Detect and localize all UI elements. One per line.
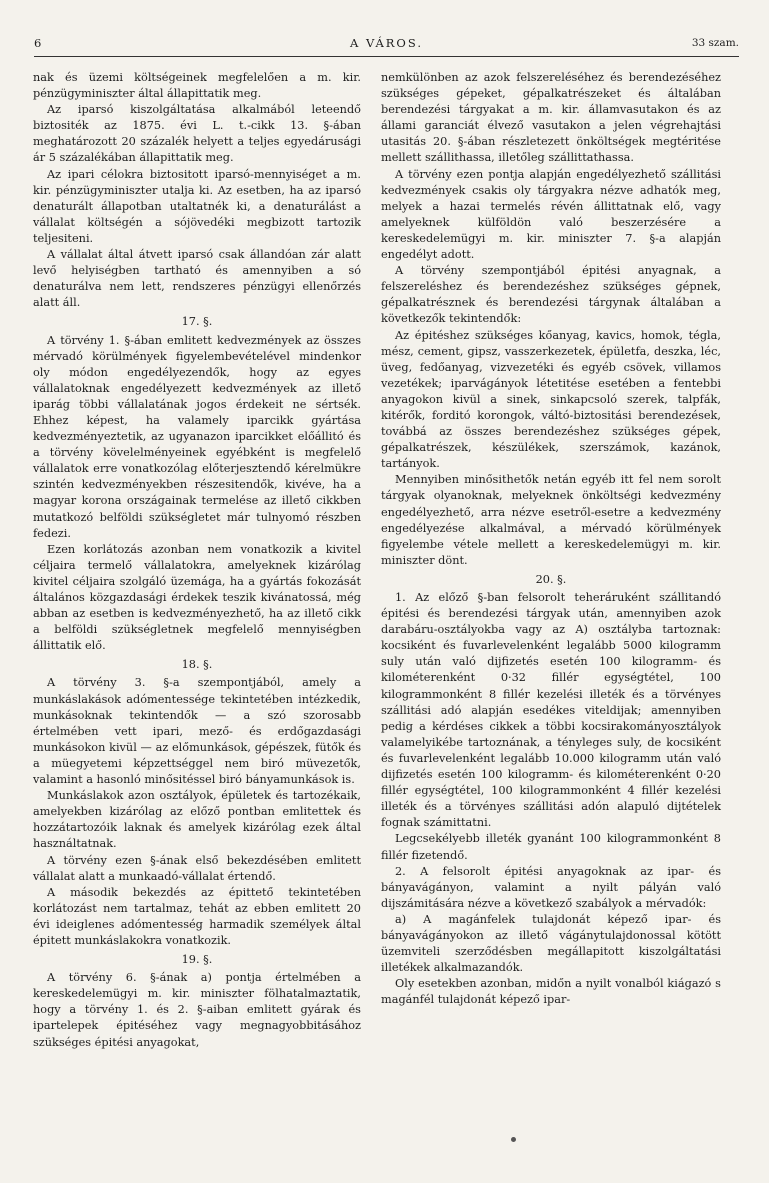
paragraph: A törvény 6. §-ának a) pontja értelmében a kereskedelemügyi m. kir. miniszter fölhatalmaztatik, hogy a törvény 1. és 2. §-aiban emlitett gyárak és ipartelepek épitéséhez vagy megnagyobbitásához szükséges épitési anyagokat, — [33, 971, 361, 1049]
paragraph: A törvény szempontjából épitési anyagnak, a felszereléshez és berendezéshez szükséges gépnek, gépalkatrésznek és berendezési tárgynak általában a következők tekintendők: — [381, 264, 721, 326]
paragraph: nak és üzemi költségeinek megfelelően a m. kir. pénzügyminiszter által állapittatik meg. — [33, 71, 361, 101]
paragraph: A vállalat által átvett iparsó csak állandóan zár alatt levő helyiségben tartható és amennyiben a só denaturálva nem lett, rendszeres pénzügyi ellenőrzés alatt áll. — [33, 248, 361, 310]
paragraph: a) A magánfelek tulajdonát képező ipar- és bányavágányokon az illető vágánytulajdonossal kötött üzemviteli szerződésben megállapitott kiszolgáltatási illetékek alkalmazandók. — [381, 912, 721, 975]
paragraph: Ezen korlátozás azonban nem vonatkozik a kivitel céljaira termelő vállalatokra, amelyeknek kizárólag kivitel céljaira szolgáló üzemága, ha a gyártás fokozását általános közgazdasági érdekek teszik kivánatossá, még abban az esetben is kedvezményezhető, ha az illető cikk a belföldi szükségletnek megfelelő mennyiségben állittatik elő. — [33, 542, 361, 653]
page-header — [34, 34, 739, 57]
section-heading: 18. §. — [181, 658, 213, 672]
paragraph: Oly esetekben azonban, midőn a nyilt vonalból kiágazó s magánfél tulajdonát képező ipar- — [381, 977, 721, 1007]
journal-title: A VÁROS. — [349, 36, 423, 50]
paragraph: A törvény ezen §-ának első bekezdésében emlitett vállalat alatt a munkaadó-vállalat értendő. — [33, 853, 361, 883]
paragraph: Mennyiben minősithetők netán egyéb itt fel nem sorolt tárgyak olyanoknak, melyeknek önköltségi kedvezmény engedélyezhető, arra nézve esetről-esetre a kedvezmény engedélyezése alkalmával, a mérvadó körülmények figyelembe vétele mellett a kereskedelemügyi m. kir. miniszter dönt. — [381, 473, 721, 567]
left-column — [33, 70, 361, 1051]
issue-number: 33 szam. — [691, 37, 739, 49]
section-heading: 20. §. — [535, 572, 567, 586]
paragraph: A törvény 3. §-a szempontjából, amely a munkáslakások adómentessége tekintetében intézkedik, munkásoknak tekintendők — a szó szorosabb értelmében vett ipari, mező- és erdőgazdasági munkásokon kivül — az előmunkások, gépészek, fütők és a müegyetemi képzettséggel nem biró müvezetők, valamint a hasonló minősitéssel biró bányamunkások is. — [33, 676, 361, 787]
paragraph: 2. A felsorolt épitési anyagoknak az ipar- és bányavágányon, valamint a nyilt pályán való dijszámitására nézve a következő szabályok a mérvadók: — [381, 864, 721, 910]
paragraph: A törvény 1. §-ában emlitett kedvezmények az összes mérvadó körülmények figyelembevételével mindenkor oly módon engedélyezendők, hogy az egyes vállalatoknak engedélyezett kedvezmények az illető iparág többi vállalatának jogos érdekeit ne sértsék. Ehhez képest, ha valamely iparcikk gyártása kedvezményeztetik, az ugyanazon iparcikket előállitó és a törvény kövelelményeinek egyébként is megfelelő vállalatok erre vonatkozólag előterjesztendő kérelmükre szintén kedvezményekben részesitendők, kivéve, ha a magyar korona országainak termelése az illető cikkben mutatkozó belföldi szükségletet már tulnyomó részben fedezi. — [33, 333, 361, 540]
paragraph: Az épitéshez szükséges kőanyag, kavics, homok, tégla, mész, cement, gipsz, vasszerkezetek, épületfa, deszka, léc, üveg, fedőanyag, vizvezetéki és egyéb csövek, villamos vezetékek; iparvágányok létetitése esetében a fentebbi anyagokon kivül a sinek, sinkapcsoló szerek, talpfák, kitérők, forditó korongok, váltó-biztositási berendezések, továbbá az összes berendezéshez szükséges gépek, gépalkatrészek, készülékek, szerszámok, kazánok, tartányok. — [381, 328, 721, 471]
right-column — [381, 70, 721, 1008]
paragraph: Az ipari célokra biztositott iparsó-mennyiséget a m. kir. pénzügyminiszter utalja ki. Az esetben, ha az iparsó denaturált állapotban utaltatnék ki, a denaturálást a vállalat költségén a sójövedéki megbizott tartozik teljesiteni. — [33, 167, 361, 245]
ink-dot — [511, 1137, 516, 1142]
paragraph: Munkáslakok azon osztályok, épületek és tartozékaik, amelyekben kizárólag az előző pontban emlitettek és hozzátartozóik laknak és amelyek kizárólag ezek által használtatnak. — [33, 789, 361, 851]
paragraph: nemkülönben az azok felszereléséhez és berendezéséhez szükséges gépeket, gépalkatrészeket és általában berendezési tárgyakat a m. kir. államvasutakon és az állami garanciát élvező vasutakon a jelen végrehajtási utasitás 20. §-ában részletezett önköltségek megtéritése mellett szállithassa, illetőleg szállittathassa. — [381, 71, 721, 165]
paragraph: 1. Az előző §-ban felsorolt teheráruként szállitandó épitési és berendezési tárgyak után, amennyiben azok darabáru-osztályokba vagy az A) osztályba tartoznak: kocsiként és fuvarlevelenként legalább 5000 kilogramm suly után való dijfizetés esetén 100 kilogramm- és kilométerenként 0·32 fillér egységtétel, 100 kilogrammonként 8 fillér kezelési illeték és a törvényes szállitási adó alapján esedékes viteldijak; amennyiben pedig a kérdéses cikkek a többi kocsirakományosztályok valamelyikébe tartoznának, a tényleges suly, de kocsiként és fuvarlevelenként legalább 10.000 kilogramm után való dijfizetés esetén 100 kilogramm- és kilométerenként 0·20 fillér egységtétel, 100 kilogrammonként 4 fillér kezelési illeték és a törvényes szállitási adón alapuló dijtételek fognak számittatni. — [381, 591, 721, 830]
paragraph: A második bekezdés az épittető tekintetében korlátozást nem tartalmaz, tehát az ebben emlitett 20 évi ideiglenes adómentesség harmadik személyek által épitett munkáslakokra vonatkozik. — [33, 885, 361, 947]
paragraph: Az iparsó kiszolgáltatása alkalmából leteendő biztositék az 1875. évi L. t.-cikk 13. §-ában meghatározott 20 százalék helyett a teljes egyedárusági ár 5 százalékában állapittatik meg. — [33, 103, 361, 165]
section-heading: 17. §. — [181, 315, 213, 329]
section-heading: 19. §. — [181, 953, 213, 967]
page-number: 6 — [34, 36, 42, 50]
paragraph: Legcsekélyebb illeték gyanánt 100 kilogrammonként 8 fillér fizetendő. — [381, 832, 721, 862]
paragraph: A törvény ezen pontja alapján engedélyezhető szállitási kedvezmények csakis oly tárgyakra nézve adhatók meg, melyek a hazai termelés révén állittatnak elő, vagy amelyeknek külföldön való beszerzésére a kereskedelemügyi m. kir. miniszter 7. §-a alapján engedélyt adott. — [381, 167, 721, 262]
